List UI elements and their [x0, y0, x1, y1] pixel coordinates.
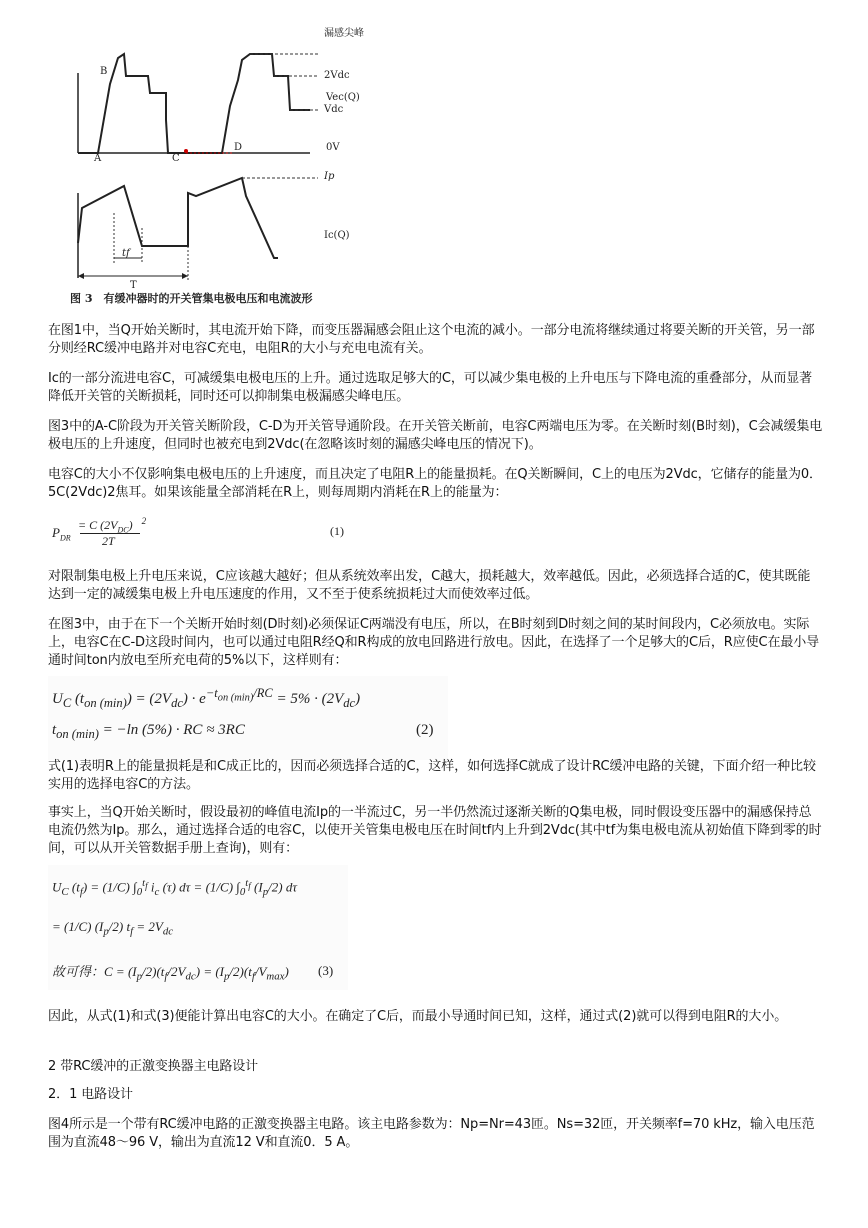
label-t: T	[130, 280, 137, 291]
paragraph-8: 事实上，当Q开始关断时，假设最初的峰值电流Ip的一半流过C，另一半仍然流过逐渐关断的Q集电极，同时假设变压器中的漏感保持总电流仍然为Ip。那么，通过选择合适的电容C，以使开关管集电极电压在时间tf内上升到2Vdc(其中tf为集电极电流从初始值下降到零的时间，可以从开关管数据手册上查询)，则有：	[48, 805, 822, 856]
label-ip: Ip	[324, 171, 335, 182]
paragraph-4: 电容C的大小不仅影响集电极电压的上升速度，而且决定了电阻R上的能量损耗。在Q关断瞬间，C上的电压为2Vdc，它储存的能量为0．5C(2Vdc)2焦耳。如果该能量全部消耗在R上，则每周期内消耗在R上的能量为：	[48, 467, 822, 500]
paragraph-7: 式(1)表明R上的能量损耗是和C成正比的，因而必须选择合适的C，这样，如何选择C就成了设计RC缓冲电路的关键，下面介绍一种比较实用的选择电容C的方法。	[48, 759, 816, 792]
equation-3-line-1: $U_C$ $(t_f) = (1/C)$ $\int_0^{t_f}$ $i_c$ (τ) dτ = (1/C) $\int_0^{t_f}$ $(I_p/2)$ dτ	[52, 877, 297, 898]
label-c: C	[172, 153, 180, 164]
figure-3	[60, 18, 390, 316]
figure-3-caption: 图 3 有缓冲器时的开关管集电极电压和电流波形	[70, 292, 313, 305]
label-b: B	[100, 66, 108, 77]
equation-3-line-3: 故可得：$C = (I_p/2)(t_f/2V_{dc}) = (I_p/2)(t_f/V_{max})$	[52, 964, 289, 983]
waveform-diagram	[60, 18, 390, 316]
paragraph-9: 因此，从式(1)和式(3)便能计算出电容C的大小。在确定了C后，而最小导通时间已知，这样，通过式(2)就可以得到电阻R的大小。	[48, 1009, 788, 1024]
equation-3	[48, 865, 348, 990]
label-2vdc: 2Vdc	[324, 70, 350, 81]
equation-3-number: (3)	[318, 963, 334, 978]
label-leak-peak: 漏感尖峰	[324, 28, 364, 39]
equation-2-number: (2)	[416, 722, 434, 738]
paragraph-3: 图3中的A-C阶段为开关管关断阶段，C-D为开关管导通阶段。在开关管关断前，电容C两端电压为零。在关断时刻(B时刻)，C会减缓集电极电压的上升速度，但同时也被充电到2Vdc(在忽略该时刻的漏感尖峰电压的情况下)。	[48, 419, 823, 452]
paragraph-1: 在图1中，当Q开始关断时，其电流开始下降，而变压器漏感会阻止这个电流的减小。一部分电流将继续通过将要关断的开关管，另一部分则经RC缓冲电路并对电容C充电，电阻R的大小与充电电流有关。	[48, 323, 815, 356]
label-vec-q: Vec(Q)	[326, 92, 360, 103]
equation-3-line-2: = (1/C) $(I_p/2) t_f = 2V_{dc}$	[52, 919, 174, 938]
equation-2-line-2: $t_{on (min)} = -\ln$ (5%) · RC ≈ 3RC	[52, 722, 245, 741]
equation-2	[48, 676, 448, 760]
section-heading-2-1: 2．1 电路设计	[48, 1087, 133, 1102]
section-heading-2: 2 带RC缓冲的正激变换器主电路设计	[48, 1059, 259, 1074]
label-ic-q: Ic(Q)	[324, 230, 350, 241]
label-0v: 0V	[326, 142, 340, 153]
equation-1: $P_{DR}$ = C $(2V_{DC})$ $^2$ 2T (1)	[52, 516, 344, 548]
label-d: D	[234, 142, 243, 153]
label-tf: tf	[122, 248, 130, 259]
label-a: A	[94, 153, 102, 164]
paragraph-10: 图4所示是一个带有RC缓冲电路的正激变换器主电路。该主电路参数为：Np=Nr=43匝。Ns=32匝，开关频率f=70 kHz，输入电压范围为直流48～96 V，输出为直流12 V和直流0．5 A。	[48, 1117, 815, 1150]
equation-2-line-1: $U_C$ $(t_{on (min)}) = (2V_{dc}) \cdot e^{-t_{on (min)}/RC} = 5\% \cdot (2V_{dc})$	[52, 686, 361, 710]
label-vdc: Vdc	[324, 104, 344, 115]
paragraph-2: Ic的一部分流进电容C，可减缓集电极电压的上升。通过选取足够大的C，可以减少集电极的上升电压与下降电流的重叠部分，从而显著降低开关管的关断损耗，同时还可以抑制集电极漏感尖峰电压。	[48, 371, 813, 404]
paragraph-5: 对限制集电极上升电压来说，C应该越大越好；但从系统效率出发，C越大，损耗越大，效率越低。因此，必须选择合适的C，使其既能达到一定的减缓集电极上升电压速度的作用，又不至于使系统损耗过大而使效率过低。	[48, 569, 811, 602]
paragraph-6: 在图3中，由于在下一个关断开始时刻(D时刻)必须保证C两端没有电压，所以，在B时刻到D时刻之间的某时间段内，C必须放电。实际上，电容C在C-D这段时间内，也可以通过电阻R经Q和R构成的放电回路进行放电。因此，在选择了一个足够大的C后，R应使C在最小导通时间ton内放电至所充电荷的5%以下，这样则有：	[48, 617, 820, 668]
